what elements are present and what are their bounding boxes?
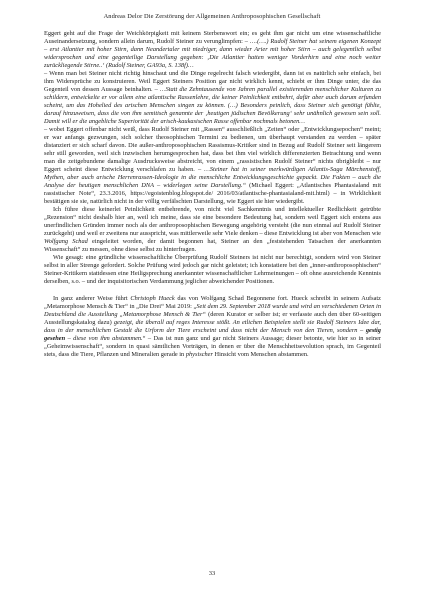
body-text <box>44 30 381 359</box>
text-run: eingeleitet worden, der damit begonnen hat, Steiner an den „feststehenden Tatsachen der anerkannten Wissenschaft“ zu messen, ohne diese selbst zu hinterfragen. <box>44 238 381 253</box>
text-run: In ganz anderer Weise führt <box>53 295 131 302</box>
emphasis-text: Wolfgang Schad <box>44 238 88 245</box>
paragraph <box>44 254 381 286</box>
text-run: Ich führe diese keinerlei Peinlichkeit entbehrende, von nicht viel Sachkenntnis und intellektueller Redlichkeit getrübte „Rezension“ nicht deshalb hier an, weil ich meine, dass sie eine besondere Bedeutung hat, sondern weil Eggert sich erstens aus unerfindlichen Gründen immer noch als der anthroposophischen Bewegung angehörig versteht (die nun einmal auf Rudolf Steiner zurückgeht) und weil er zweitens nur ausspricht, was mittlerweile sehr Viele denken – diese Entwicklung ist aber von Menschen wie <box>44 206 381 237</box>
text-run: Wie gesagt: eine gründliche wissenschaftliche Überprüfung Rudolf Steiners ist nicht nur berechtigt, sondern wird von Steiner selbst in aller Strenge gefordert. Solche Prüfung wird jedoch gar nicht geleistet; ich konstatiere bei den „inner-anthroposophischen“ Steiner-Kritikern stattdessen eine Heiligsprechung anerkannter wissenschaftlicher Lehrmeinungen – oft ohne ausreichende Kenntnis derselben, s.o. – und der inquisitorischen Verdammung jeglicher abweichender Positionen. <box>44 254 381 285</box>
text-run: Eggert geht auf die Frage der Weichkörpigkeit mit keinem Sterbenswort ein; es geht ihm gar nicht um eine wissenschaftliche Auseinandersetzung, sondern allein darum, Rudolf Steiner zu verunglimpfen: – <box>44 30 381 45</box>
emphasis-text: – diese von ihm abstammen. <box>65 335 143 342</box>
paragraph <box>44 126 381 206</box>
emphasis-text: …Steiner hat in seiner merkwürdigen Atlantis-Saga Märchenstoff, Mythen, aber auch arische Herrenrassen-Ideologie in die menschliche Entwicklungsgeschichte gepackt. Die Fakten – auch die Analyse der heutigen menschlichen DNA – widerlegen seine Darstellung.“ <box>44 166 381 189</box>
paragraph <box>44 295 381 359</box>
text-run: (Michael Eggert: „Atlantisches Phantasialand mit rassistischer Note“, 23.3.2016, https://egoistenblog.blogspot.de/ 2016/03/atlantische-phantasialand-mit.html) – in Wirklichkeit bestätigen sie sie, natürlich nicht in der völlig verfälschten Darstellung, wie Eggert sie hier wiedergibt. <box>44 182 381 205</box>
emphasis-text: Christoph Hueck <box>130 295 175 302</box>
text-run: das von Wolfgang Schad Begonnene fort. Hueck schreibt in seinem Aufsatz „Metamorphose Mensch & Tier“ in „Die Drei“ Mai 2019: „ <box>44 295 381 310</box>
text-run: (deren Kurator er selber ist; er verfasste auch den über 60-seitigen Ausstellungskatalog dazu) <box>44 311 381 326</box>
emphasis-text: physischer <box>185 351 213 358</box>
text-run: “ – Das ist nun ganz und gar nicht Steiners Aussage; dieser betonte, wie hier so in seiner „Geheimwissenschaft“, sondern in quasi sämtlichen Vorträgen, in denen er über die Menschheitsevolution sprach, im Gegenteil stets, dass die Tiere, Pflanzen und Mineralien gerade in <box>44 335 382 358</box>
paragraph <box>44 30 381 70</box>
paragraph <box>44 206 381 254</box>
emphasis-text: gezeigt, die überall auf reges Interesse stößt. An etlichen Beispielen stellt sie Rudolf Steiners Idee dar, dass in der menschlichen Gestalt die Urform der Tiere erscheint und dass nicht der Mensch von den Tieren, sondern – <box>44 319 381 334</box>
emphasis-text: …Statt die Zehntausende von Jahren parallel existierenden menschlicher Kulturen zu schildern, entwickelte er vor allem eine atlantische Rassenlehre, die keiner Peinlichkeit entbehrt, dafür aber auch darum erfunden scheint, um das Hohelied des arischen Menschen singen zu können. (…) Besonders peinlich, dass Steiner sich genötigt fühlte, darauf hinzuweisen, dass die von ihm semitisch genannte der ‚heutigen jüdischen Bevölkerung‘ sehr unähnlich gewesen sein soll. Damit will er die angebliche Superiorität der arisch-kaukasischen Rasse offenbar nochmals betonen… <box>44 86 381 125</box>
emphasis-text: Seit dem 29. September 2018 wurde und wird an verschiedenen Orten in Deutschland die Ausstellung „Metamorphose Mensch & Tier“ <box>44 303 381 318</box>
paragraph <box>44 70 381 126</box>
text-run: – Wenn man bei Steiner nicht richtig hinschaut und die Dinge regelrecht falsch wiedergibt, dann ist es natürlich sehr einfach, bei ihm Widersprüche zu konstruieren. Weil Eggert Steiners Position gar nicht wirklich kennt, schiebt er ihm Dinge unter, die das Gegenteil von dessen Aussage beinhalten. – <box>44 70 381 93</box>
emphasis-text: gestig gesehen <box>44 327 381 342</box>
running-header: Andreas Delor Die Zerstörung der Allgemeinen Anthroposophischen Gesellschaft <box>103 13 321 20</box>
page-number: 33 <box>208 570 216 577</box>
text-run: – wobei Eggert offenbar nicht weiß, dass Rudolf Steiner mit „Rassen“ ausschließlich „Zeiten“ oder „Entwicklungsepochen“ meint; er war anfangs gezwungen, sich solcher theosophischen Termini zu bedienen, um überhaupt verstanden zu werden – später distanziert er sich scharf davon. Die außer-anthroposophischen Rassismus-Kritiker sind in Bezug auf Rudolf Steiner seit längerem sehr still geworden, weil sich inzwischen herumgesprochen hat, dass bei ihm viel wirklich differenzierten Betrachtung und wenn man die zeitgebundene damalige Ausdrucksweise abstreicht, von einem „rassistischen Rudolf Steiner“ nichts übrigbleibt – nur Eggert scheint diese Entwicklung verschlafen zu haben. – <box>44 126 381 173</box>
emphasis-text: ….(….) Rudolf Steiner hat seinem eigenen Konzept – erst Atlantier mit hoher Stirn, dann Neandertaler mit niedriger, dann wieder Arier mit hoher Stirn – auch gelegentlich selbst widersprochen und eine gegenteilige Darstellung gegeben: ‚Die Atlantier hatten weniger Vorderhirn und eine noch weiter zurückliegende Stirne..‘ (Rudolf Steiner, GA93a, S. 138f)… <box>44 38 381 69</box>
text-run: Hinsicht vom Menschen abstammen. <box>212 351 309 358</box>
